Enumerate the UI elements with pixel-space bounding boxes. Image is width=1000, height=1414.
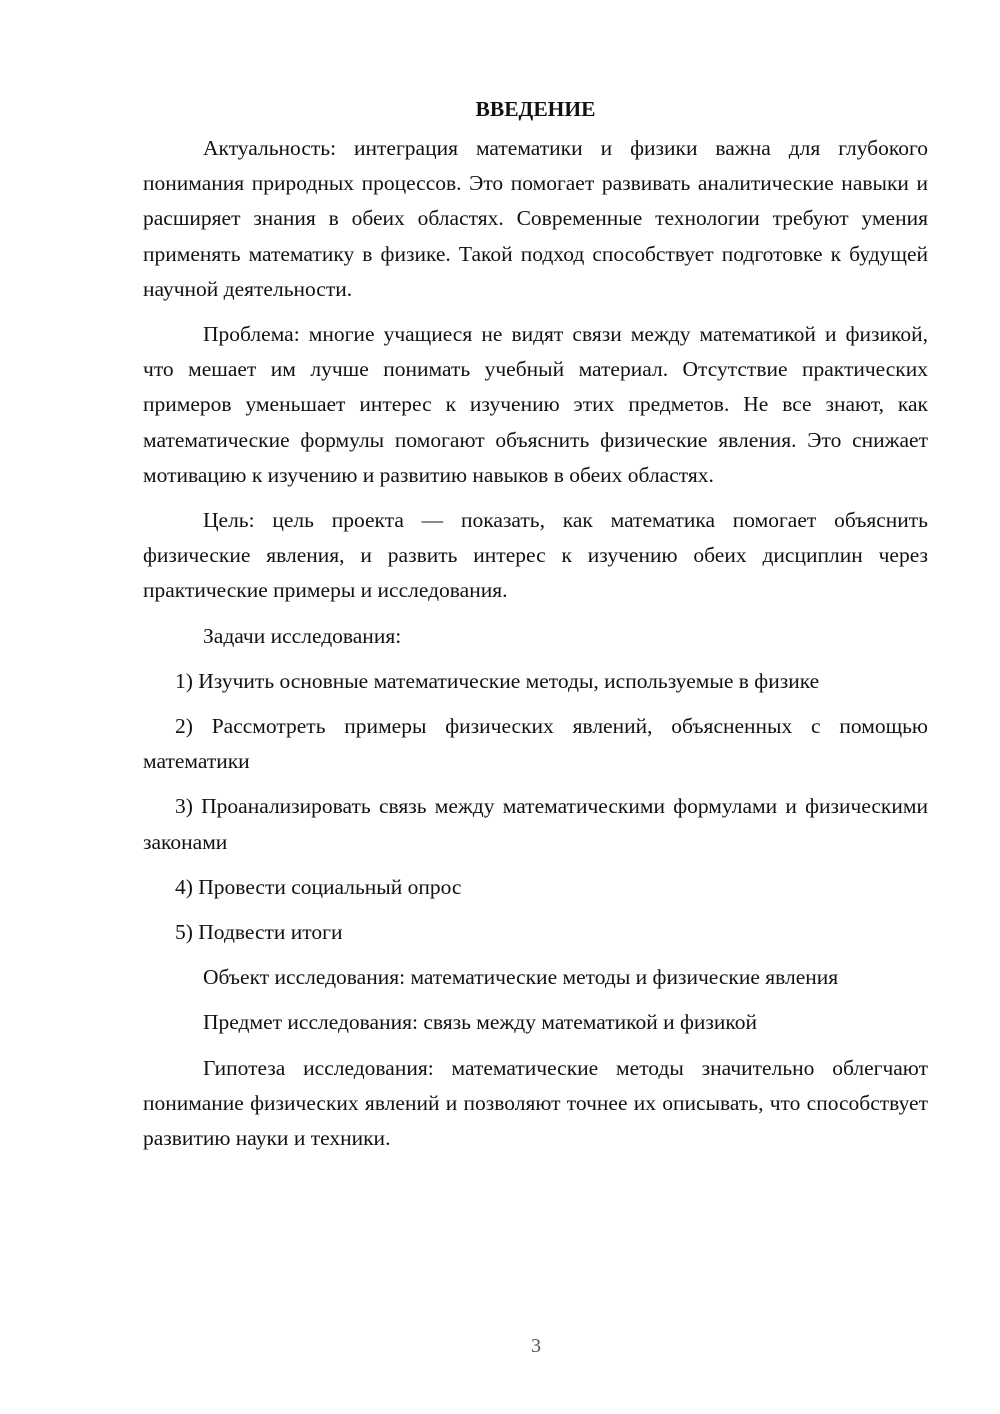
goal-paragraph: Цель: цель проекта — показать, как математика помогает объяснить физические явления, и развить интерес к изучению обеих дисциплин через практические примеры и исследования.	[143, 508, 928, 603]
relevance-paragraph: Актуальность: интеграция математики и физики важна для глубокого понимания природных процессов. Это помогает развивать аналитические навыки и расширяет знания в обеих областях. Современные технологии требуют умения применять математику в физике. Такой подход способствует подготовке к будущей научной деятельности.	[143, 136, 928, 301]
task-item-3: 3) Проанализировать связь между математическими формулами и физическими законами	[143, 794, 928, 854]
page-number: 3	[531, 1335, 541, 1357]
task-item-4: 4) Провести социальный опрос	[175, 874, 462, 899]
page-content	[143, 92, 928, 1166]
section-title: ВВЕДЕНИЕ	[475, 97, 596, 121]
subject-paragraph: Предмет исследования: связь между математикой и физикой	[203, 1010, 758, 1035]
task-item-5: 5) Подвести итоги	[175, 920, 343, 945]
task-item-1: 1) Изучить основные математические методы, используемые в физике	[175, 668, 820, 693]
tasks-heading: Задачи исследования:	[203, 623, 402, 648]
object-paragraph: Объект исследования: математические методы и физические явления	[203, 965, 839, 990]
task-item-2: 2) Рассмотреть примеры физических явлений, объясненных с помощью математики	[143, 714, 928, 774]
hypothesis-paragraph: Гипотеза исследования: математические методы значительно облегчают понимание физических явлений и позволяют точнее их описывать, что способствует развитию науки и техники.	[143, 1055, 928, 1151]
problem-paragraph: Проблема: многие учащиеся не видят связи между математикой и физикой, что мешает им лучше понимать учебный материал. Отсутствие практических примеров уменьшает интерес к изучению этих предметов. Не все знают, как математические формулы помогают объяснить физические явления. Это снижает мотивацию к изучению и развитию навыков в обеих областях.	[143, 322, 928, 487]
